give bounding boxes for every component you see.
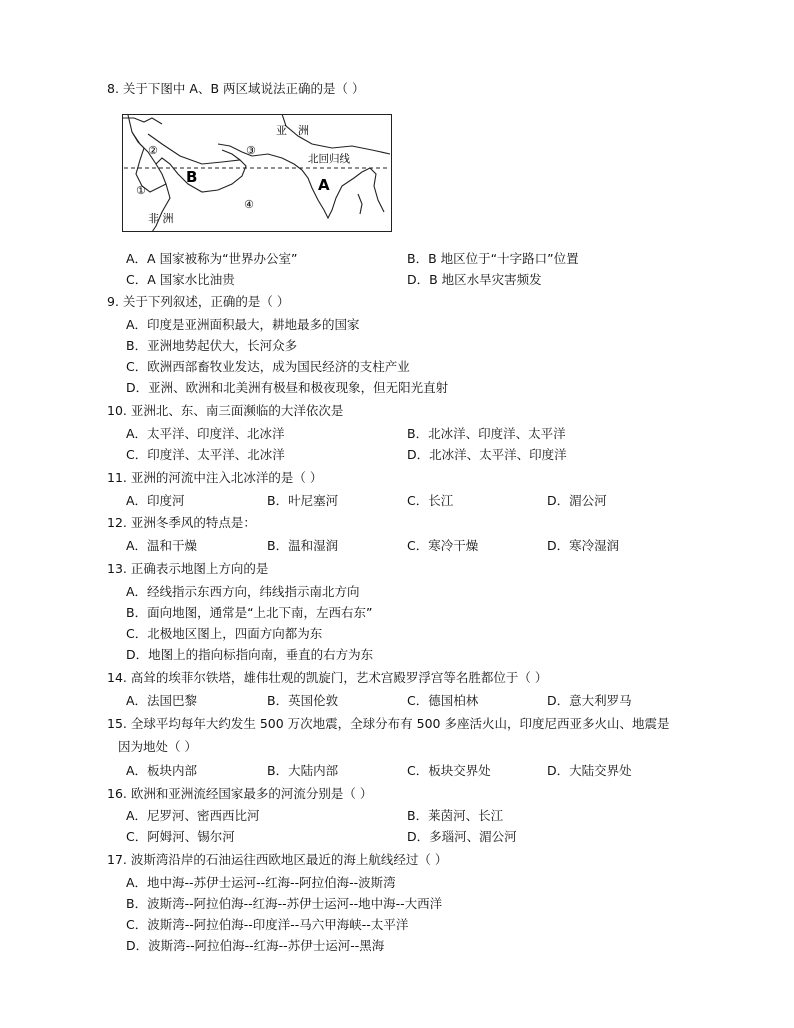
q8-option-d[interactable]: D．B 地区水旱灾害频发 bbox=[407, 272, 542, 287]
q11-option-b[interactable]: B．叶尼塞河 bbox=[267, 493, 339, 508]
question-16-stem bbox=[107, 784, 372, 802]
q11-option-c[interactable]: C．长江 bbox=[407, 493, 454, 508]
question-14-stem bbox=[107, 668, 547, 686]
question-number: 13. bbox=[107, 561, 127, 576]
question-text: 关于下图中 A、B 两区域说法正确的是（ ） bbox=[122, 81, 365, 96]
q14-option-a[interactable]: A．法国巴黎 bbox=[126, 693, 198, 708]
q17-option-b[interactable]: B．波斯湾--阿拉伯海--红海--苏伊士运河--地中海--大西洋 bbox=[126, 896, 443, 911]
question-11-stem bbox=[107, 468, 322, 486]
question-text: 欧洲和亚洲流经国家最多的河流分别是（ ） bbox=[130, 786, 373, 801]
q15-option-b[interactable]: B．大陆内部 bbox=[267, 763, 339, 778]
q16-option-a[interactable]: A．尼罗河、密西西比河 bbox=[126, 808, 260, 823]
question-text: 关于下列叙述，正确的是（ ） bbox=[122, 294, 290, 309]
q17-option-a[interactable]: A．地中海--苏伊士运河--红海--阿拉伯海--波斯湾 bbox=[126, 875, 396, 890]
question-number: 17. bbox=[107, 852, 127, 867]
question-text: 波斯湾沿岸的石油运往西欧地区最近的海上航线经过（ ） bbox=[130, 852, 448, 867]
map-label-africa: 非 洲 bbox=[148, 212, 174, 225]
question-text: 正确表示地图上方向的是 bbox=[130, 561, 269, 576]
question-9-stem bbox=[107, 292, 289, 310]
question-number: 9. bbox=[107, 294, 119, 309]
map-label-2: ② bbox=[148, 144, 158, 157]
map-label-tropic: 北回归线 bbox=[308, 153, 350, 165]
q9-option-a[interactable]: A．印度是亚洲面积最大，耕地最多的国家 bbox=[126, 317, 360, 332]
q13-option-c[interactable]: C．北极地区图上，四面方向都为东 bbox=[126, 626, 323, 641]
question-text: 亚洲冬季风的特点是： bbox=[130, 515, 256, 530]
map-label-1: ① bbox=[136, 184, 146, 197]
q12-option-c[interactable]: C．寒冷干燥 bbox=[407, 538, 479, 553]
q10-option-d[interactable]: D．北冰洋、太平洋、印度洋 bbox=[407, 447, 567, 462]
q9-option-d[interactable]: D．亚洲、欧洲和北美洲有极昼和极夜现象，但无阳光直射 bbox=[126, 380, 449, 395]
question-number: 10. bbox=[107, 403, 127, 418]
question-17-stem bbox=[107, 850, 447, 868]
question-8-stem bbox=[107, 79, 364, 97]
q12-option-b[interactable]: B．温和湿润 bbox=[267, 538, 339, 553]
map-label-B: B bbox=[186, 168, 198, 186]
question-13-stem bbox=[107, 559, 268, 577]
q9-option-b[interactable]: B．亚洲地势起伏大，长河众多 bbox=[126, 338, 298, 353]
q16-option-c[interactable]: C．阿姆河、锡尔河 bbox=[126, 829, 235, 844]
q13-option-d[interactable]: D．地图上的指向标指向南，垂直的右方为东 bbox=[126, 647, 374, 662]
q15-option-a[interactable]: A．板块内部 bbox=[126, 763, 198, 778]
question-text: 全球平均每年大约发生 500 万次地震，全球分布有 500 多座活火山，印度尼西亚多火山、地震是 bbox=[130, 716, 670, 731]
q10-option-a[interactable]: A．太平洋、印度洋、北冰洋 bbox=[126, 426, 285, 441]
q10-option-b[interactable]: B．北冰洋、印度洋、太平洋 bbox=[407, 426, 566, 441]
question-text: 高耸的埃菲尔铁塔，雄伟壮观的凯旋门，艺术宫殿罗浮宫等名胜都位于（ ） bbox=[130, 670, 548, 685]
map-label-asia: 亚 洲 bbox=[276, 124, 309, 137]
question-text: 亚洲的河流中注入北冰洋的是（ ） bbox=[130, 470, 323, 485]
q8-option-b[interactable]: B．B 地区位于“十字路口”位置 bbox=[407, 251, 579, 266]
map-label-A: A bbox=[318, 176, 330, 194]
question-number: 16. bbox=[107, 786, 127, 801]
q8-option-a[interactable]: A．A 国家被称为“世界办公室” bbox=[126, 251, 298, 266]
q17-option-c[interactable]: C．波斯湾--阿拉伯海--印度洋--马六甲海峡--太平洋 bbox=[126, 917, 409, 932]
q13-option-b[interactable]: B．面向地图，通常是“上北下南，左西右东” bbox=[126, 605, 373, 620]
map-label-3: ③ bbox=[246, 144, 256, 157]
question-number: 12. bbox=[107, 515, 127, 530]
q12-option-d[interactable]: D．寒冷湿润 bbox=[547, 538, 620, 553]
question-number: 8. bbox=[107, 81, 119, 96]
q15-option-c[interactable]: C．板块交界处 bbox=[407, 763, 491, 778]
question-number: 15. bbox=[107, 716, 127, 731]
question-number: 11. bbox=[107, 470, 127, 485]
q14-option-c[interactable]: C．德国柏林 bbox=[407, 693, 479, 708]
q15-option-d[interactable]: D．大陆交界处 bbox=[547, 763, 632, 778]
q17-option-d[interactable]: D．波斯湾--阿拉伯海--红海--苏伊士运河--黑海 bbox=[126, 938, 385, 953]
question-text: 亚洲北、东、南三面濒临的大洋依次是 bbox=[130, 403, 344, 418]
q10-option-c[interactable]: C．印度洋、太平洋、北冰洋 bbox=[126, 447, 285, 462]
q8-option-c[interactable]: C．A 国家水比油贵 bbox=[126, 272, 235, 287]
q14-option-b[interactable]: B．英国伦敦 bbox=[267, 693, 339, 708]
q12-option-a[interactable]: A．温和干燥 bbox=[126, 538, 198, 553]
q11-option-d[interactable]: D．湄公河 bbox=[547, 493, 607, 508]
question-12-stem bbox=[107, 513, 256, 531]
q16-option-d[interactable]: D．多瑙河、湄公河 bbox=[407, 829, 517, 844]
map-label-4: ④ bbox=[244, 198, 254, 211]
q16-option-b[interactable]: B．莱茵河、长江 bbox=[407, 808, 504, 823]
q9-option-c[interactable]: C．欧洲西部畜牧业发达，成为国民经济的支柱产业 bbox=[126, 359, 410, 374]
question-number: 14. bbox=[107, 670, 127, 685]
q13-option-a[interactable]: A．经线指示东西方向，纬线指示南北方向 bbox=[126, 584, 360, 599]
region-map bbox=[122, 114, 392, 232]
question-15-stem bbox=[107, 714, 670, 732]
q11-option-a[interactable]: A．印度河 bbox=[126, 493, 185, 508]
question-15-stem-continued: 因为地处（ ） bbox=[118, 739, 197, 754]
q14-option-d[interactable]: D．意大利罗马 bbox=[547, 693, 632, 708]
question-10-stem bbox=[107, 401, 343, 419]
